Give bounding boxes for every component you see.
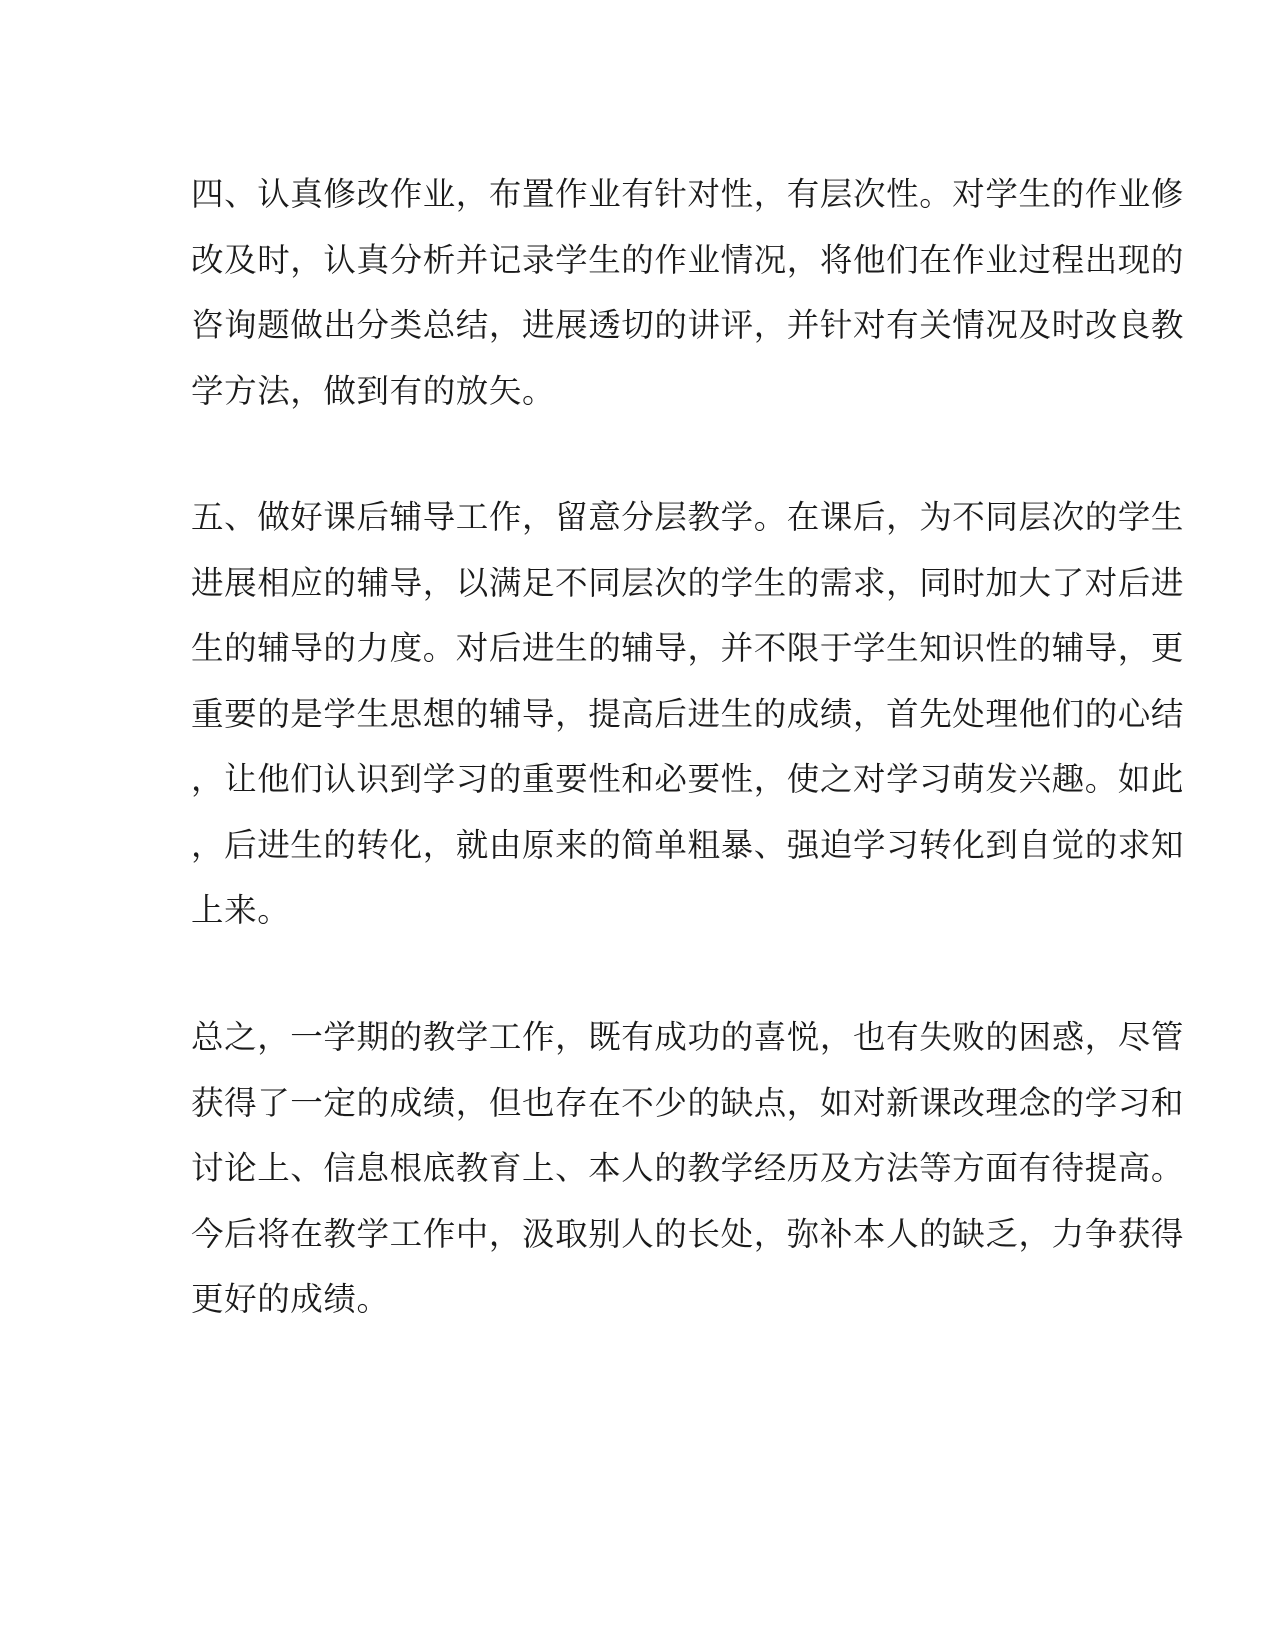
text-line: ，让他们认识到学习的重要性和必要性，使之对学习萌发兴趣。如此 [191, 760, 1185, 798]
text-line: 咨询题做出分类总结，进展透切的讲评，并针对有关情况及时改良教 [191, 306, 1185, 344]
text-line: 改及时，认真分析并记录学生的作业情况，将他们在作业过程出现的 [191, 240, 1185, 279]
text-line: 更好的成绩。 [191, 1280, 390, 1318]
text-line: 学方法，做到有的放矢。 [191, 371, 556, 410]
text-line: 五、做好课后辅导工作，留意分层教学。在课后，为不同层次的学生 [191, 498, 1185, 536]
text-line: ，后进生的转化，就由原来的简单粗暴、强迫学习转化到自觉的求知 [191, 825, 1185, 864]
text-line: 重要的是学生思想的辅导，提高后进生的成绩，首先处理他们的心结 [191, 694, 1185, 733]
text-line: 生的辅导的力度。对后进生的辅导，并不限于学生知识性的辅导，更 [191, 629, 1185, 667]
text-line: 获得了一定的成绩，但也存在不少的缺点，如对新课改理念的学习和 [191, 1083, 1185, 1122]
paragraph-summary [191, 1005, 1185, 1333]
paragraph-tutoring [191, 485, 1185, 944]
text-line: 总之，一学期的教学工作，既有成功的喜悦，也有失败的困惑，尽管 [191, 1018, 1185, 1056]
text-line: 今后将在教学工作中，汲取别人的长处，弥补本人的缺乏，力争获得 [191, 1214, 1185, 1253]
text-line: 四、认真修改作业，布置作业有针对性，有层次性。对学生的作业修 [191, 175, 1185, 213]
text-line: 讨论上、信息根底教育上、本人的教学经历及方法等方面有待提高。 [191, 1149, 1185, 1187]
text-line: 进展相应的辅导，以满足不同层次的学生的需求，同时加大了对后进 [191, 563, 1185, 602]
text-line: 上来。 [191, 891, 291, 929]
paragraph-homework [191, 162, 1185, 424]
